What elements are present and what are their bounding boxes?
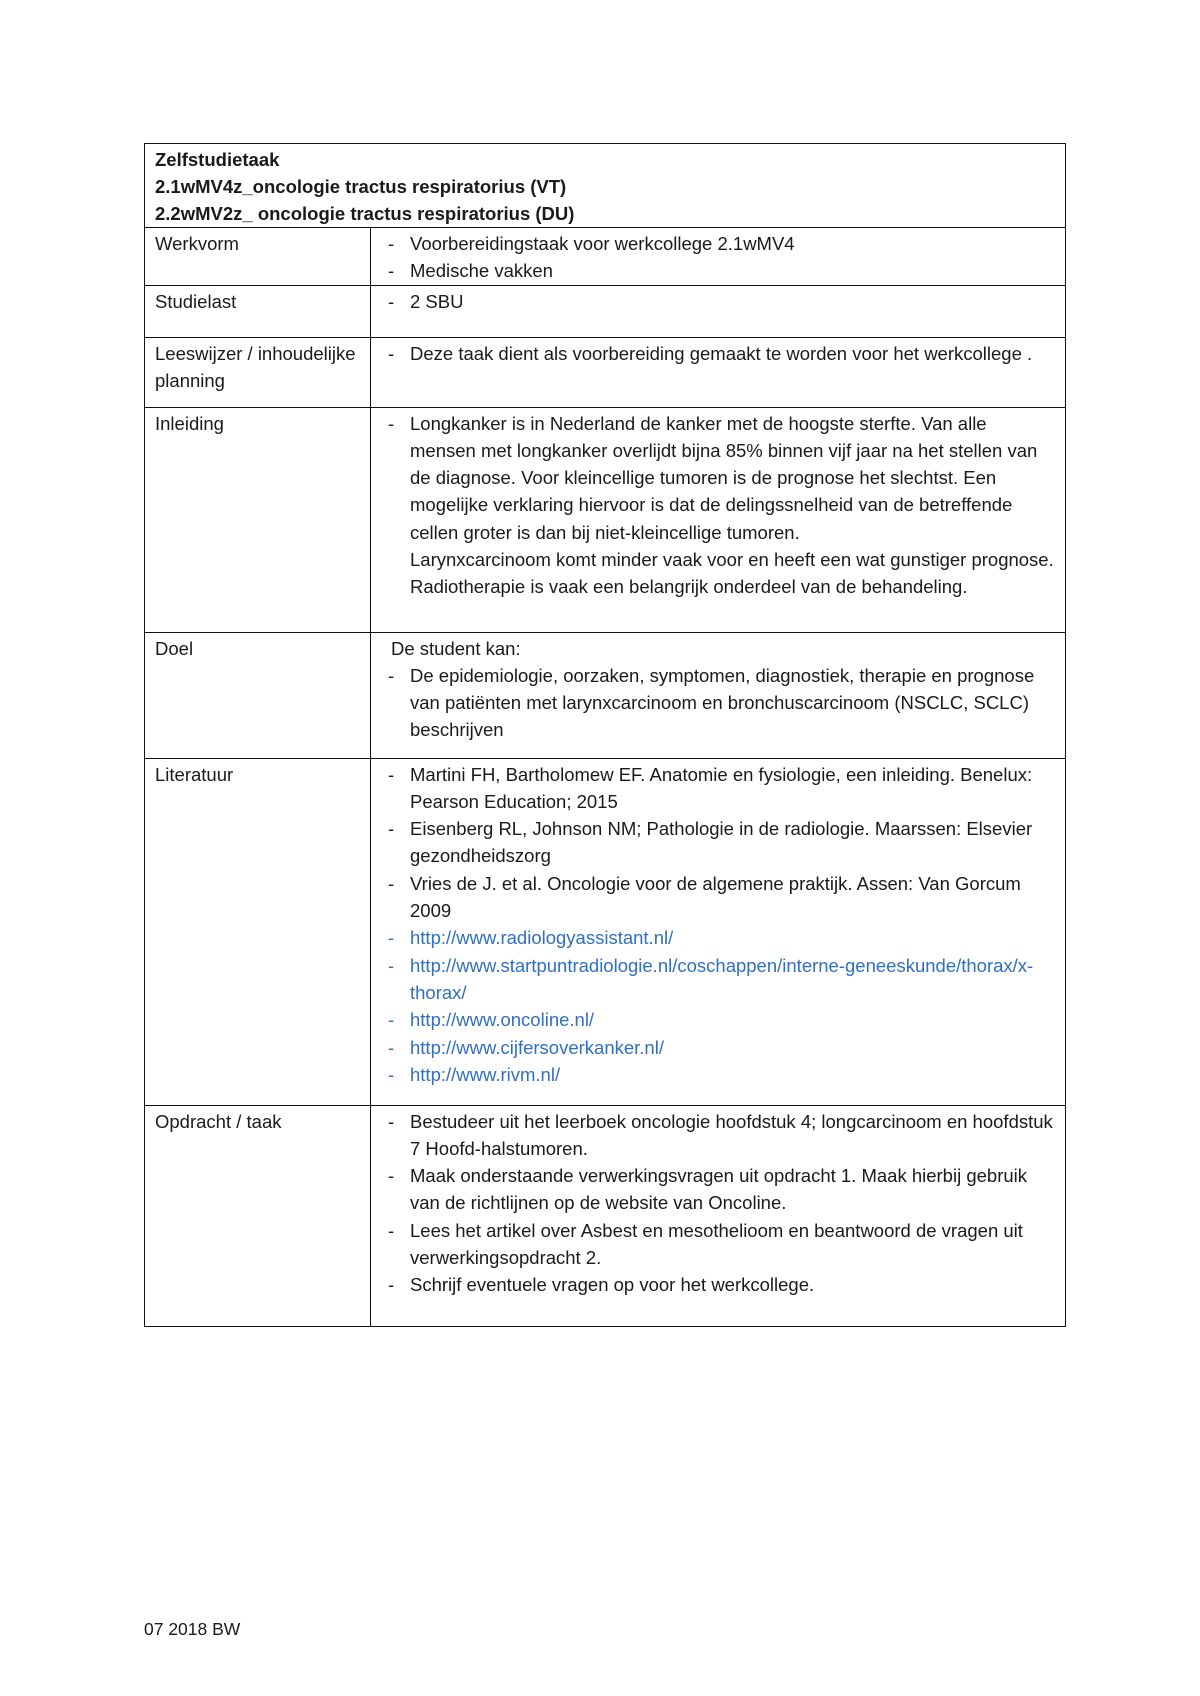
row-content <box>371 228 1066 286</box>
header-row <box>145 144 1066 228</box>
link-rivm[interactable]: - http://www.rivm.nl/ <box>381 1061 1055 1088</box>
link-radiologyassistant[interactable]: - http://www.radiologyassistant.nl/ <box>381 924 1055 951</box>
table-row-studielast <box>145 285 1066 337</box>
table-row-inleiding <box>145 407 1066 632</box>
row-content <box>371 632 1066 758</box>
intro-paragraph-1: Longkanker is in Nederland de kanker met de hoogste sterfte. Van alle mensen met longkanker overlijdt bijna 85% binnen vijf jaar na het stellen van de diagnose. Voor kleincellige tumoren is de prognose het slechtst. Een mogelijke verklaring hiervoor is dat de delingssnelheid van de betreffende cellen groter is dan bij niet-kleincellige tumoren. <box>410 412 1038 543</box>
row-content <box>371 758 1066 1105</box>
list-item: - Maak onderstaande verwerkingsvragen uit opdracht 1. Maak hierbij gebruik van de richtlijnen op de website van Oncoline. <box>381 1162 1055 1217</box>
list-item: - De epidemiologie, oorzaken, symptomen, diagnostiek, therapie en prognose van patiënten met larynxcarcinoom en bronchuscarcinoom (NSCLC, SCLC) beschrijven <box>381 662 1055 744</box>
course-code-du: 2.2wMV2z_ oncologie tractus respiratorius (DU) <box>155 203 575 224</box>
goal-intro: De student kan: <box>391 637 521 659</box>
row-label: Doel <box>145 632 371 758</box>
link-oncoline[interactable]: - http://www.oncoline.nl/ <box>381 1006 1055 1033</box>
table-row-literatuur <box>145 758 1066 1105</box>
row-label: Studielast <box>145 285 371 337</box>
row-content <box>371 285 1066 337</box>
list-item: - Schrijf eventuele vragen op voor het werkcollege. <box>381 1271 1055 1298</box>
list-item: - Lees het artikel over Asbest en mesothelioom en beantwoord de vragen uit verwerkingsopdracht 2. <box>381 1217 1055 1272</box>
row-label: Literatuur <box>145 758 371 1105</box>
row-label: Leeswijzer / inhoudelijke planning <box>145 337 371 407</box>
list-item: - Martini FH, Bartholomew EF. Anatomie en fysiologie, een inleiding. Benelux: Pearson Education; 2015 <box>381 761 1055 816</box>
table-row-doel <box>145 632 1066 758</box>
header-cell <box>145 144 1066 228</box>
list-item: - Eisenberg RL, Johnson NM; Pathologie in de radiologie. Maarssen: Elsevier gezondheidszorg <box>381 815 1055 870</box>
table-row-leeswijzer <box>145 337 1066 407</box>
footer-text: 07 2018 BW <box>144 1619 241 1639</box>
link-cijfersoverkanker[interactable]: - http://www.cijfersoverkanker.nl/ <box>381 1034 1055 1061</box>
list-item: - Vries de J. et al. Oncologie voor de algemene praktijk. Assen: Van Gorcum 2009 <box>381 870 1055 925</box>
list-item <box>381 410 1055 601</box>
course-code-vt: 2.1wMV4z_oncologie tractus respiratorius (VT) <box>155 176 567 197</box>
row-content <box>371 1105 1066 1326</box>
page-title: Zelfstudietaak <box>155 149 280 170</box>
row-content <box>371 337 1066 407</box>
list-item: - Deze taak dient als voorbereiding gemaakt te worden voor het werkcollege . <box>381 340 1055 367</box>
assignment-table <box>144 143 1066 1327</box>
list-item: - 2 SBU <box>381 288 1055 315</box>
list-item: - Bestudeer uit het leerboek oncologie hoofdstuk 4; longcarcinoom en hoofdstuk 7 Hoofd-halstumoren. <box>381 1108 1055 1163</box>
row-label: Werkvorm <box>145 228 371 286</box>
row-label: Opdracht / taak <box>145 1105 371 1326</box>
list-item: - Medische vakken <box>381 257 1055 284</box>
list-item: - Voorbereidingstaak voor werkcollege 2.1wMV4 <box>381 230 1055 257</box>
row-content <box>371 407 1066 632</box>
row-label: Inleiding <box>145 407 371 632</box>
link-startpuntradiologie[interactable]: - http://www.startpuntradiologie.nl/coschappen/interne-geneeskunde/thorax/x-thorax/ <box>381 952 1055 1007</box>
table-row-werkvorm <box>145 228 1066 286</box>
table-row-opdracht <box>145 1105 1066 1326</box>
intro-paragraph-2: Larynxcarcinoom komt minder vaak voor en heeft een wat gunstiger prognose. Radiotherapie is vaak een belangrijk onderdeel van de behandeling. <box>410 549 1054 598</box>
